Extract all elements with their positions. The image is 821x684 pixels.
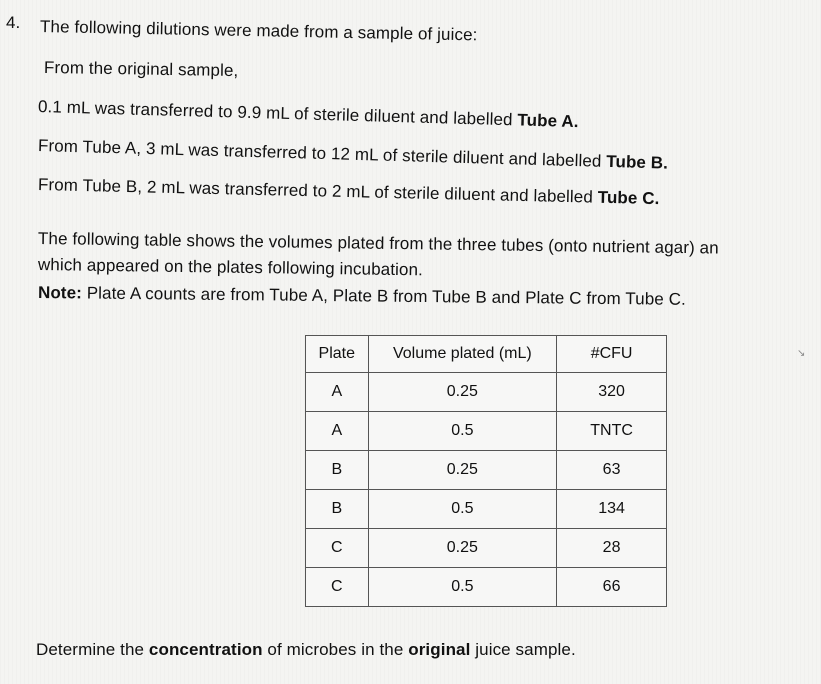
table-intro-line-2: which appeared on the plates following incubation. (37, 255, 424, 280)
cell-plate: A (306, 373, 369, 412)
cell-volume: 0.25 (368, 451, 557, 490)
cell-volume: 0.5 (368, 568, 557, 607)
cell-volume: 0.25 (368, 373, 557, 412)
table-row (306, 451, 667, 490)
dilution-line-4 (38, 175, 660, 209)
cell-volume: 0.5 (368, 412, 557, 451)
dilution-line-3-text: From Tube A, 3 mL was transferred to 12 mL of sterile diluent and labelled (37, 136, 607, 171)
cell-plate: B (306, 451, 369, 490)
dilution-line-4-text: From Tube B, 2 mL was transferred to 2 mL of sterile diluent and labelled (37, 175, 598, 207)
mouse-cursor-icon: ↘ (797, 348, 806, 359)
cell-cfu: 28 (557, 529, 667, 568)
cell-cfu: 134 (557, 490, 667, 529)
tube-a-label: Tube A. (517, 110, 579, 132)
table-row (306, 412, 667, 451)
cell-cfu: 66 (557, 568, 667, 607)
note-text: Plate A counts are from Tube A, Plate B from Tube B and Plate C from Tube C. (81, 283, 686, 309)
cell-volume: 0.25 (368, 529, 557, 568)
cell-plate: B (306, 490, 369, 529)
table-row (306, 490, 667, 529)
final-bold-original: original (408, 640, 471, 659)
dilution-line-3 (38, 136, 669, 174)
final-pre: Determine the (36, 640, 149, 659)
note-line (38, 283, 686, 310)
final-mid: of microbes in the (262, 640, 409, 659)
table-row (306, 373, 667, 412)
cell-plate: C (306, 568, 369, 607)
dilution-line-2 (38, 97, 579, 132)
cell-cfu: 320 (557, 373, 667, 412)
question-intro: The following dilutions were made from a sample of juice: (39, 17, 478, 45)
final-post: juice sample. (470, 640, 576, 659)
table-intro-line-1: The following table shows the volumes plated from the three tubes (onto nutrient agar) an (37, 229, 719, 258)
table-row (306, 529, 667, 568)
final-bold-concentration: concentration (148, 640, 263, 659)
cell-plate: C (306, 529, 369, 568)
dilution-line-2-text: 0.1 mL was transferred to 9.9 mL of sterile diluent and labelled (37, 97, 518, 130)
final-question (36, 640, 576, 660)
header-plate: Plate (306, 336, 369, 373)
cell-plate: A (306, 412, 369, 451)
table-row (306, 568, 667, 607)
plating-results-table (305, 335, 667, 607)
table-header-row (306, 336, 667, 373)
cell-volume: 0.5 (368, 490, 557, 529)
note-label: Note: (37, 283, 83, 303)
tube-c-label: Tube C. (597, 187, 660, 209)
tube-b-label: Tube B. (606, 151, 669, 173)
header-volume: Volume plated (mL) (368, 336, 557, 373)
header-cfu: #CFU (557, 336, 667, 373)
cell-cfu: 63 (557, 451, 667, 490)
dilution-line-1: From the original sample, (43, 58, 239, 81)
question-number: 4. (6, 13, 21, 32)
cell-cfu: TNTC (557, 412, 667, 451)
